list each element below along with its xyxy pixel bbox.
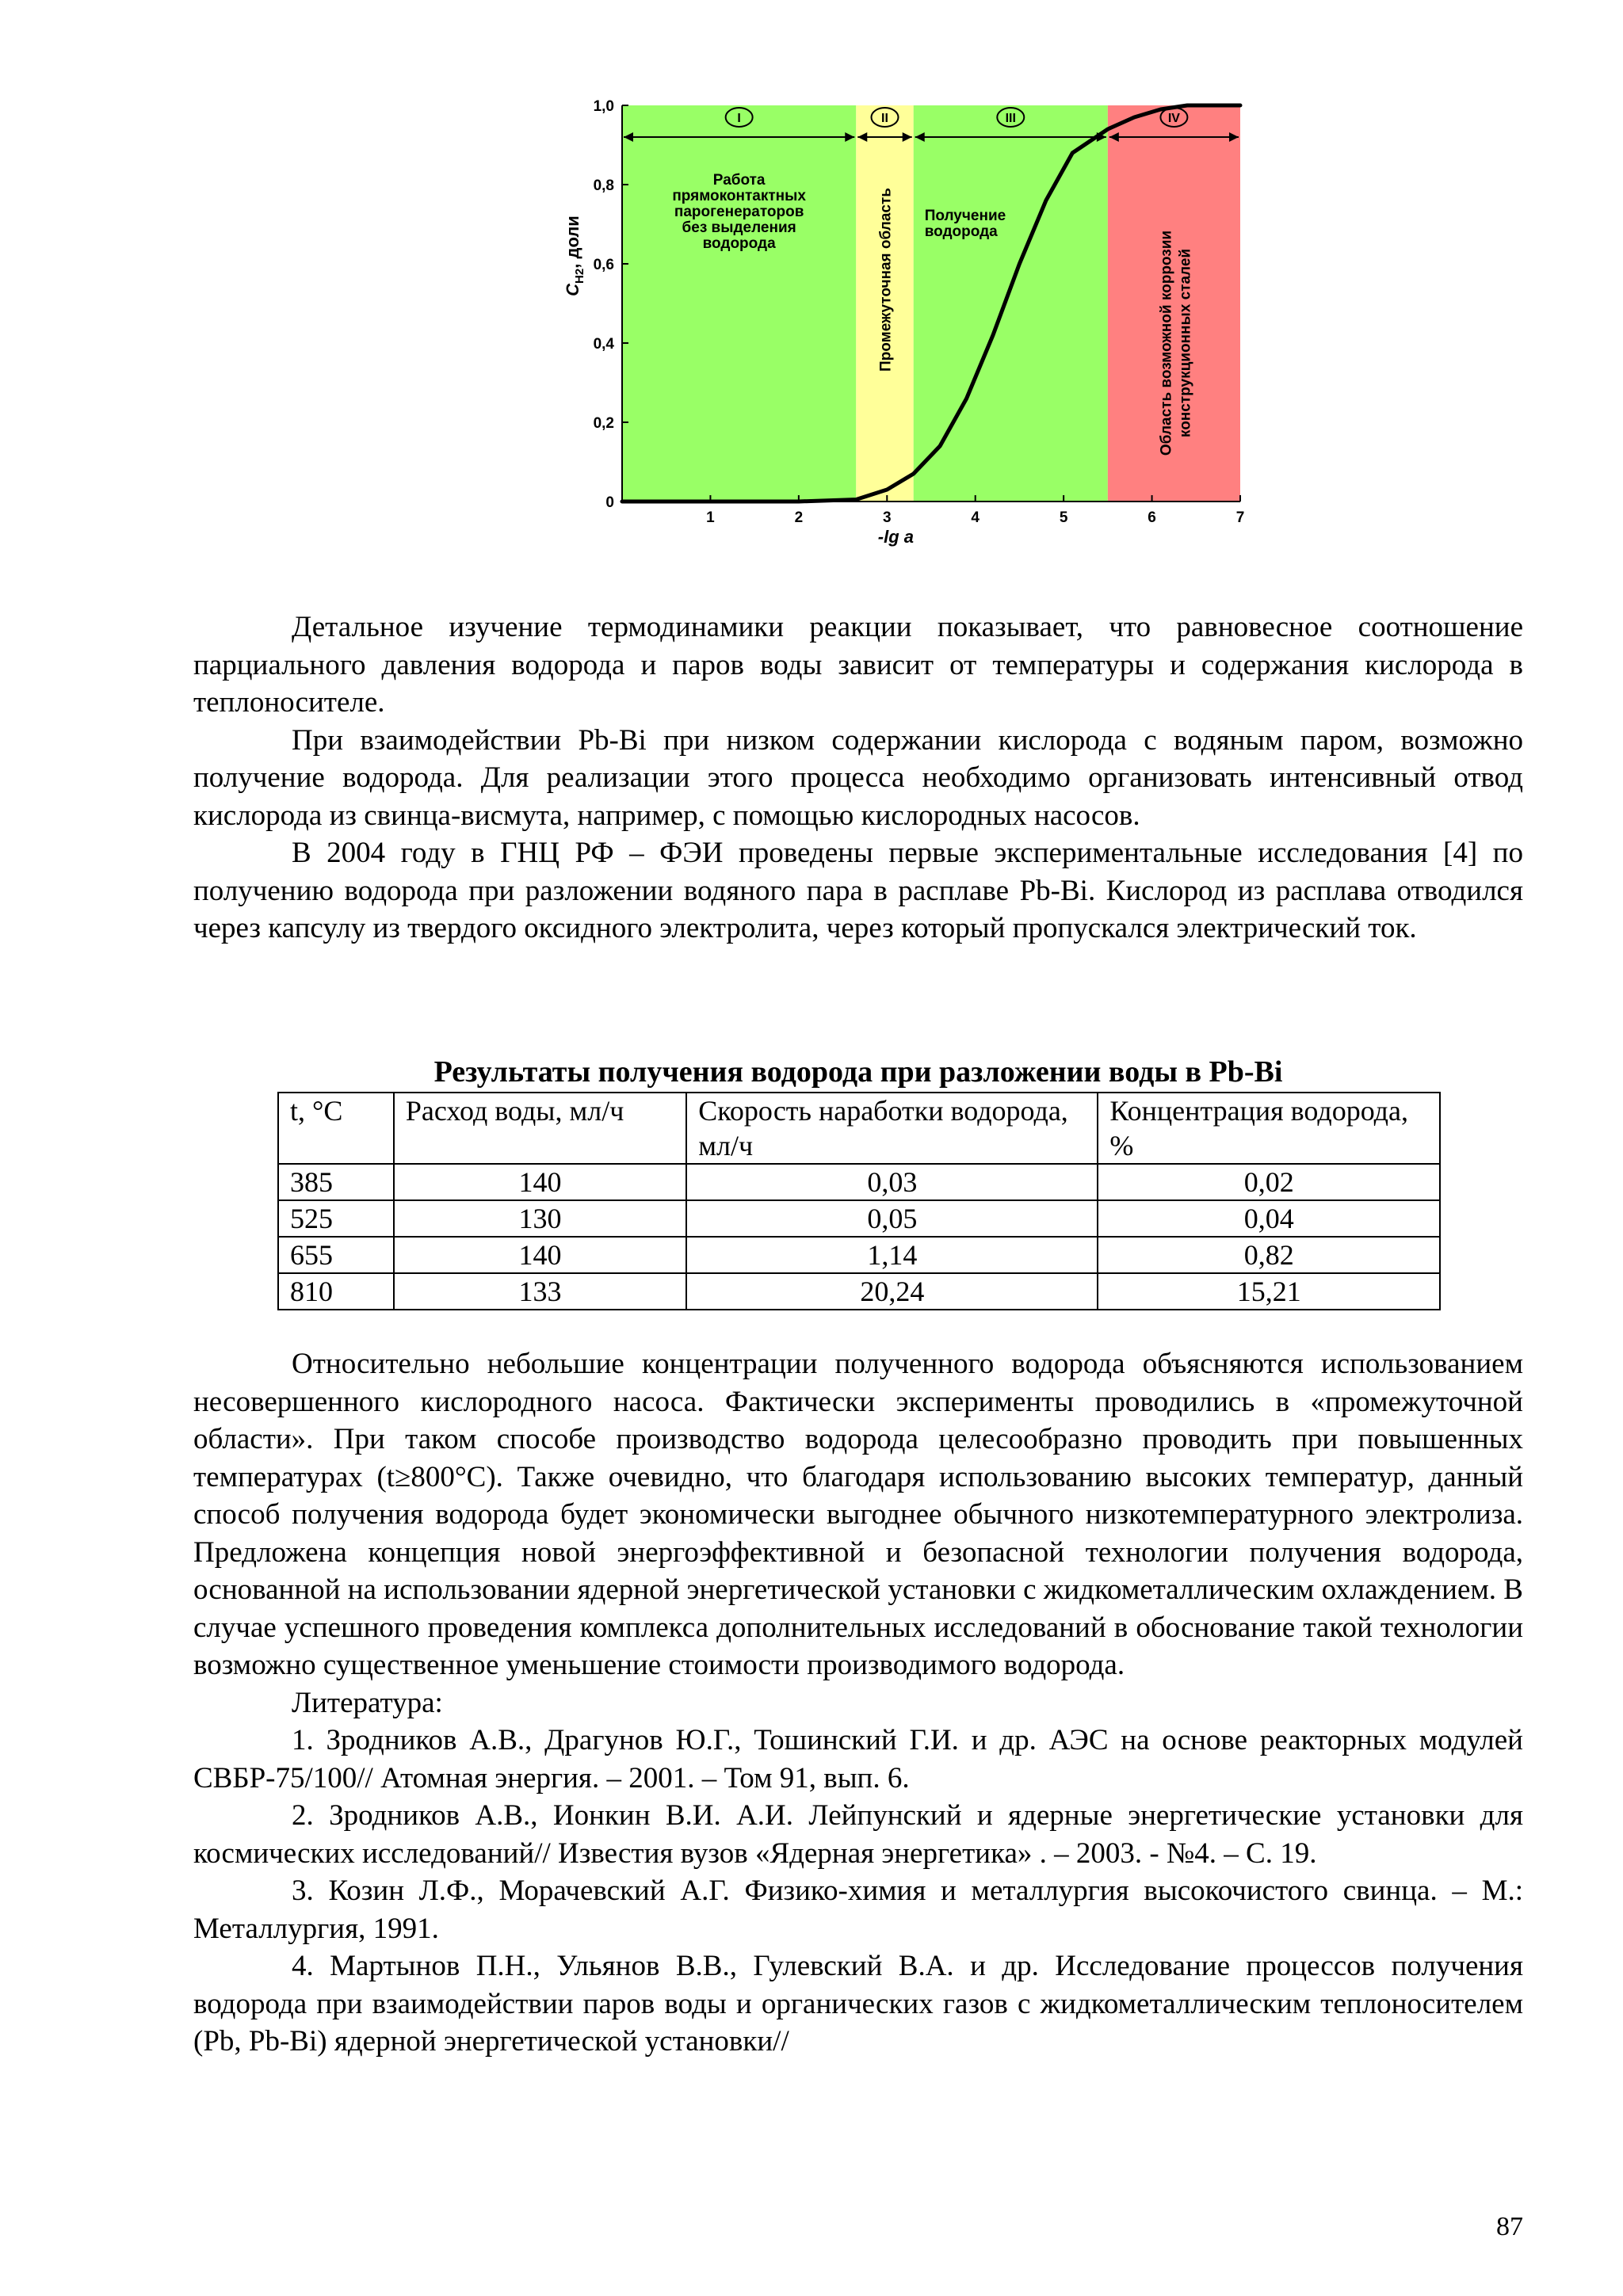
- region-label: Работа: [712, 172, 766, 189]
- table-header-row: [278, 1093, 1440, 1164]
- x-tick-label: 1: [706, 509, 715, 526]
- y-tick-label: 0,4: [593, 336, 614, 353]
- table-cell: 0,02: [1098, 1164, 1440, 1200]
- table-cell: 133: [394, 1273, 686, 1310]
- region-label: парогенераторов: [674, 204, 804, 220]
- x-axis-label: -lg a: [877, 527, 915, 547]
- table-cell: 0,03: [686, 1164, 1098, 1200]
- paragraph: Относительно небольшие концентрации полученного водорода объясняются использованием несовершенного кислородного насоса. Фактически эксперименты проводились в «промежуточной области». При таком способе производство водорода целесообразно проводить при повышенных температурах (t≥800°С). Также очевидно, что благодаря использованию высоких температур, данный способ получения водорода будет экономически выгоднее обычного низкотемпературного электролиза. Предложена концепция новой энергоэффективной и безопасной технологии получения водорода, основанной на использовании ядерной энергетической установки с жидкометаллическим охлаждением. В случае успешного проведения комплекса дополнительных исследований в обоснование такой технологии возможно существенное уменьшение стоимости производимого водорода.: [193, 1348, 1523, 1681]
- table-row: [278, 1164, 1440, 1200]
- text-block-1: [193, 608, 1523, 948]
- chart-figure: [547, 93, 1276, 569]
- table-cell: 15,21: [1098, 1273, 1440, 1310]
- y-tick-label: 0,6: [593, 257, 614, 273]
- table-cell: 140: [394, 1237, 686, 1273]
- region-label: водорода: [702, 235, 776, 252]
- region-label: Получение: [924, 208, 1006, 224]
- table-header-cell: Концентрация водорода, %: [1098, 1093, 1440, 1164]
- y-tick-label: 0,2: [593, 415, 614, 432]
- region-numeral: I: [737, 112, 741, 125]
- table-cell: 810: [278, 1273, 394, 1310]
- table-cell: 140: [394, 1164, 686, 1200]
- region-label: конструкционных сталей: [1177, 248, 1194, 438]
- reference-item: 4. Мартынов П.Н., Ульянов В.В., Гулевский В.А. и др. Исследование процессов получения водорода при взаимодействии паров воды и органических газов с жидкометаллическим теплоносителем (Pb, Pb-Bi) ядерной энергетической установки//: [193, 1950, 1523, 2058]
- paragraph: В 2004 году в ГНЦ РФ – ФЭИ проведены первые экспериментальные исследования [4] по получению водорода при разложении водяного пара в расплаве Pb-Bi. Кислород из расплава отводился через капсулу из твердого оксидного электролита, через который пропускался электрический ток.: [193, 837, 1523, 944]
- x-tick-label: 2: [794, 509, 804, 526]
- table-row: [278, 1273, 1440, 1310]
- paragraph: При взаимодействии Pb-Bi при низком содержании кислорода с водяным паром, возможно получение водорода. Для реализации этого процесса необходимо организовать интенсивный отвод кислорода из свинца-висмута, например, с помощью кислородных насосов.: [193, 723, 1523, 832]
- table-cell: 0,05: [686, 1200, 1098, 1237]
- table-cell: 20,24: [686, 1273, 1098, 1310]
- table-header-cell: t, °С: [278, 1093, 394, 1164]
- region-numeral: II: [881, 112, 888, 125]
- table-header-cell: Расход воды, мл/ч: [394, 1093, 686, 1164]
- region-1: [622, 105, 856, 502]
- paragraph: Детальное изучение термодинамики реакции показывает, что равновесное соотношение парциального давления водорода и паров воды зависит от температуры и содержания кислорода в теплоносителе.: [193, 611, 1523, 719]
- y-tick-label: 0,8: [593, 177, 614, 194]
- region-label: Область возможной коррозии: [1158, 230, 1175, 456]
- table-title: Результаты получения водорода при разложении воды в Pb-Bi: [433, 1055, 1283, 1089]
- y-tick-label: 0: [605, 494, 614, 511]
- page-number: 87: [1496, 2212, 1523, 2241]
- y-axis-label: $C_{H2}$, доли: [563, 215, 586, 296]
- region-label: водорода: [924, 223, 998, 240]
- region-label: без выделения: [682, 219, 796, 236]
- x-tick-label: 3: [882, 509, 892, 526]
- reference-item: 1. Зродников А.В., Драгунов Ю.Г., Тошинский Г.И. и др. АЭС на основе реакторных модулей СВБР-75/100// Атомная энергия. – 2001. – Том 91, вып. 6.: [193, 1724, 1523, 1794]
- x-tick-label: 6: [1148, 509, 1156, 526]
- chart-svg: [547, 93, 1276, 569]
- literature-heading: Литература:: [292, 1686, 443, 1719]
- region-label: Промежуточная область: [877, 188, 895, 372]
- reference-item: 2. Зродников А.В., Ионкин В.И. А.И. Лейпунский и ядерные энергетические установки для космических исследований// Известия вузов «Ядерная энергетика» . – 2003. - №4. – С. 19.: [193, 1799, 1523, 1870]
- x-tick-label: 5: [1059, 509, 1068, 526]
- region-numeral: III: [1005, 112, 1016, 125]
- table-cell: 525: [278, 1200, 394, 1237]
- y-tick-label: 1,0: [593, 98, 614, 115]
- region-numeral: IV: [1167, 112, 1180, 125]
- table-header-cell: Скорость наработки водорода, мл/ч: [686, 1093, 1098, 1164]
- table-cell: 655: [278, 1237, 394, 1273]
- table-row: [278, 1237, 1440, 1273]
- reference-item: 3. Козин Л.Ф., Морачевский А.Г. Физико-химия и металлургия высокочистого свинца. – М.: Металлургия, 1991.: [193, 1875, 1523, 1945]
- results-table: [277, 1092, 1441, 1310]
- table-cell: 385: [278, 1164, 394, 1200]
- table-cell: 0,82: [1098, 1237, 1440, 1273]
- table-cell: 0,04: [1098, 1200, 1440, 1237]
- table-row: [278, 1200, 1440, 1237]
- text-block-2: [193, 1345, 1523, 2061]
- x-tick-label: 7: [1235, 509, 1245, 526]
- table-cell: 130: [394, 1200, 686, 1237]
- region-label: прямоконтактных: [672, 188, 806, 204]
- x-tick-label: 4: [971, 509, 980, 526]
- table-cell: 1,14: [686, 1237, 1098, 1273]
